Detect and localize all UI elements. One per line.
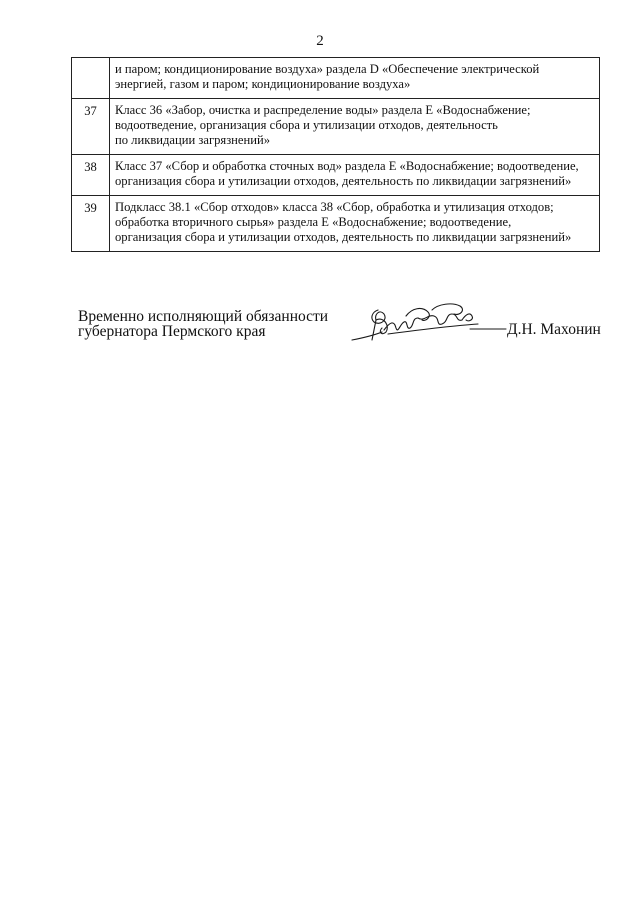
signatory-position-line: Временно исполняющий обязанности — [78, 308, 329, 325]
page-number: 2 — [316, 33, 324, 49]
row-number: 38 — [72, 155, 110, 196]
description-line: энергией, газом и паром; кондиционирование воздуха» — [115, 77, 411, 91]
row-description — [110, 196, 600, 252]
table-row — [72, 58, 600, 99]
description-line: по ликвидации загрязнений» — [115, 133, 271, 147]
signatory-name: Д.Н. Махонин — [507, 321, 601, 338]
description-line: водоотведение, организация сбора и утилизации отходов, деятельность — [115, 118, 498, 132]
row-description — [110, 58, 600, 99]
signatory-position — [78, 309, 328, 339]
row-number — [72, 58, 110, 99]
description-line: Класс 37 «Сбор и обработка сточных вод» раздела Е «Водоснабжение; водоотведение, — [115, 159, 579, 173]
table-row — [72, 155, 600, 196]
description-line: Класс 36 «Забор, очистка и распределение воды» раздела Е «Водоснабжение; — [115, 103, 531, 117]
description-line: обработка вторичного сырья» раздела Е «Водоснабжение; водоотведение, — [115, 215, 512, 229]
handwritten-signature — [348, 296, 508, 352]
row-number: 37 — [72, 99, 110, 155]
table-row — [72, 99, 600, 155]
description-line: организация сбора и утилизации отходов, деятельность по ликвидации загрязнений» — [115, 174, 572, 188]
signatory-position-line: губернатора Пермского края — [78, 323, 266, 340]
row-description — [110, 155, 600, 196]
description-line: и паром; кондиционирование воздуха» раздела D «Обеспечение электрической — [115, 62, 540, 76]
activity-classes-table — [71, 57, 600, 252]
description-line: организация сбора и утилизации отходов, деятельность по ликвидации загрязнений» — [115, 230, 572, 244]
description-line: Подкласс 38.1 «Сбор отходов» класса 38 «Сбор, обработка и утилизация отходов; — [115, 200, 554, 214]
row-description — [110, 99, 600, 155]
table-row — [72, 196, 600, 252]
row-number: 39 — [72, 196, 110, 252]
